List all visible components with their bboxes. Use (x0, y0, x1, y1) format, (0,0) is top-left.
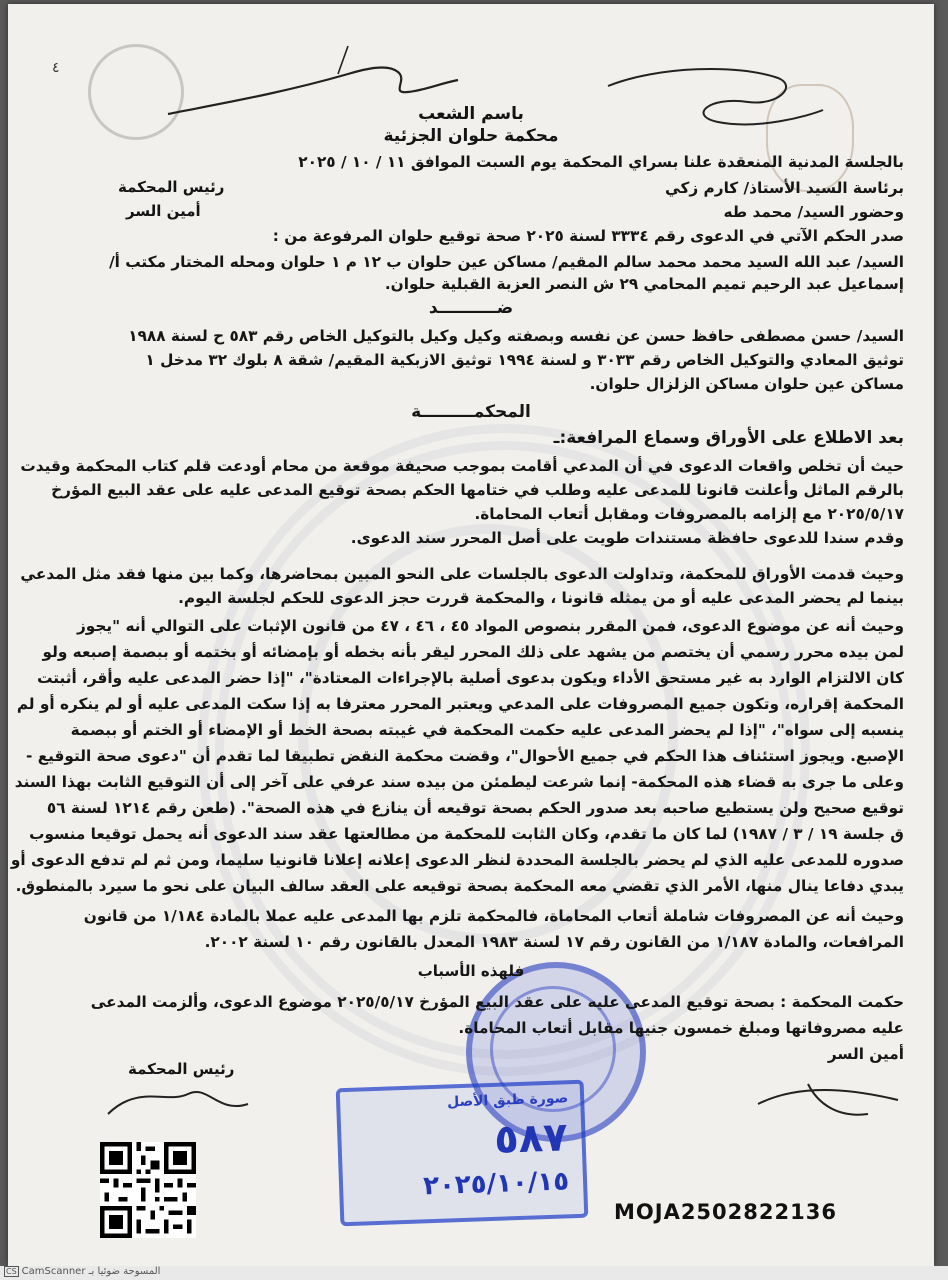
body-line-3: ٢٠٢٥/٥/١٧ مع إلزامه بالمصروفات ومقابل أتعاب المحاماة. (474, 505, 904, 523)
document-id: MOJA2502822136 (614, 1200, 837, 1224)
body-line-8: لمن بيده محرر رسمي أن يختصم من يشهد على ذلك المحرر ليقر بأنه بخطه أو بإمضائه أو بختمه أو ببصمة إصبعه ولو (42, 643, 904, 661)
body-line-16: صدوره للمدعى عليه الذي لم يحضر بالجلسة المحددة لنظر الدعوى إعلانه إعلانا قانونيا سليما، ومن ثم لم تدفع الدعوى أو (10, 851, 904, 869)
attendance-line: وحضور السيد/ محمد طه (723, 203, 904, 221)
body-line-5: وحيث قدمت الأوراق للمحكمة، وتداولت الدعوى بالجلسات على النحو المبين بمحاضرها، وكما بين منها فقد مثل المدعي (20, 565, 904, 583)
header-people-name: باسم الشعب (418, 104, 524, 124)
body-line-18: وحيث أنه عن المصروفات شاملة أتعاب المحاماة، فالمحكمة تلزم بها المدعى عليه عملا بالمادة ١/١٨٤ من قانون (83, 907, 904, 925)
defendant-line-1: السيد/ حسن مصطفى حافظ حسن عن نفسه وبصفته وكيل وكيل بالتوكيل الخاص رقم ٥٨٣ ح لسنة ١٩٨٨ (128, 327, 904, 345)
body-line-12: الإصبع. ويجوز استئناف هذا الحكم في جميع الأحوال"، وقضت محكمة النقض تطبيقا لما تقدم أن "دعوى صحة التوقيع - (26, 747, 904, 765)
plaintiff-line-2: إسماعيل عبد الرحيم تميم المحامي ٢٩ ش النصر العزبة القبلية حلوان. (384, 275, 904, 293)
document-page (8, 4, 934, 1266)
handwritten-scribble-top-right (568, 56, 828, 136)
certified-copy-stamp (336, 1080, 589, 1227)
page-number: ٤ (52, 60, 60, 76)
camscanner-logo-icon: CS (6, 1267, 17, 1276)
secretary-signature-label: أمين السر (827, 1045, 904, 1063)
presided-role: رئيس المحكمة (118, 178, 225, 196)
body-line-10: المحكمة إقراره، وتكون جميع المصروفات على المدعي ويعتبر المحرر معترفا به إذا سكت المدعى عليه أو لم ينكره أو لم (16, 695, 904, 713)
stamp-label: صورة طبق الأصل (446, 1090, 569, 1111)
presided-line: برئاسة السيد الأستاذ/ كارم زكي (665, 179, 904, 197)
defendant-line-3: مساكن عين حلوان مساكن الزلزال حلوان. (589, 375, 904, 393)
defendant-line-2: توثيق المعادي والتوكيل الخاص رقم ٣٠٣٣ و لسنة ١٩٩٤ توثيق الازبكية المقيم/ شقة ٨ بلوك ٣٢ مدخل ١ (145, 351, 904, 369)
session-line: بالجلسة المدنية المنعقدة علنا بسراي المحكمة يوم السبت الموافق ١١ / ١٠ / ٢٠٢٥ (298, 153, 904, 171)
body-line-4: وقدم سندا للدعوى حافظة مستندات طويت على أصل المحرر سند الدعوى. (350, 529, 904, 547)
secretary-signature (748, 1074, 908, 1134)
camscanner-badge (4, 1266, 160, 1277)
plaintiff-line-1: السيد/ عبد الله السيد محمد محمد سالم المقيم/ مساكن عين حلوان ب ١٢ م ١ حلوان ومحله المختار مكتب أ/ (109, 253, 904, 271)
body-line-17: يبدي دفاعا ينال منها، الأمر الذي تقضي معه المحكمة بصحة توقيعه على العقد سالف البيان على نحو ما سيرد بالمنطوق. (15, 877, 904, 895)
camscanner-label: CamScanner (21, 1266, 86, 1277)
body-line-15: ق جلسة ١٩ / ٣ / ١٩٨٧) لما كان ما تقدم، وكان الثابت للمحكمة من مطالعتها عقد سند الدعوى أنه يحمل توقيعا منسوب (29, 825, 904, 843)
president-signature-label: رئيس المحكمة (128, 1060, 235, 1078)
body-line-1: حيث أن تخلص واقعات الدعوى في أن المدعي أقامت بموجب صحيفة موقعة من محام أودعت قلم كتاب المحكمة وقيدت (20, 457, 904, 475)
body-line-11: ينسبه إلى سواه"، "إذا لم يحضر المدعى عليه حكمت المحكمة في غيبته بصحة الخط أو الإمضاء أو الختم أو ببصمة (70, 721, 904, 739)
body-line-9: كان الالتزام الوارد به غير مستحق الأداء ويكون بدعوى أصلية بالإجراءات المعتادة"، "إذا حضر المدعى عليه وأقر، أثبتت (37, 669, 904, 687)
ruling-line-2: عليه مصروفاتها ومبلغ خمسون جنيها مقابل أتعاب المحاماة. (458, 1019, 904, 1037)
header-court-name: محكمة حلوان الجزئية (383, 126, 559, 146)
body-line-7: وحيث أنه عن موضوع الدعوى، فمن المقرر بنصوص المواد ٤٥ ، ٤٦ ، ٤٧ من قانون الإثبات على التوالي أنه "يجوز (77, 617, 904, 635)
body-line-2: بالرقم الماثل وأعلنت قانونا للمدعى عليه وطلب في ختامها الحكم بصحة توقيع المدعى عليه على عقد البيع المؤرخ (51, 481, 904, 499)
attendance-role: أمين السر (126, 202, 201, 220)
court-heading: المحكمـــــــــة (411, 402, 531, 422)
body-line-13: وعلى ما جرى به قضاء هذه المحكمة- إنما شرعت ليطمئن من بيده سند عرفي على آخر إلى أن التوقيع الثابت بهذا السند (14, 773, 904, 791)
scanner-footer (0, 1266, 948, 1280)
versus-heading: ضــــــــــد (428, 298, 514, 318)
review-line: بعد الاطلاع على الأوراق وسماع المرافعة:ـ (553, 428, 904, 448)
camscanner-note: المسوحة ضوئيا بـ (88, 1266, 161, 1277)
reasons-heading: فلهذه الأسباب (417, 962, 525, 980)
body-line-14: توقيع صحيح ولن يستطيع صاحبه بعد صدور الحكم بصحة توقيعه أن ينازع في هذه الصحة". (طعن رقم ١٢١٤ لسنة ٥٦ (46, 799, 904, 817)
body-line-19: المرافعات، والمادة ١/١٨٧ من القانون رقم ١٧ لسنة ١٩٨٣ المعدل بالقانون رقم ١٠ لسنة ٢٠٠٢. (204, 933, 904, 951)
stamp-number: ٥٨٧ (493, 1114, 569, 1163)
stamp-date: ٢٠٢٥/١٠/١٥ (422, 1166, 570, 1202)
ruling-line-1: حكمت المحكمة : بصحة توقيع المدعى عليه على عقد البيع المؤرخ ٢٠٢٥/٥/١٧ موضوع الدعوى، وألزمت المدعى (90, 993, 904, 1011)
body-line-6: بينما لم يحضر المدعى عليه أو من يمثله قانونا ، والمحكمة قررت حجز الدعوى للحكم لجلسة اليوم. (178, 589, 904, 607)
qr-code (100, 1142, 196, 1238)
president-signature (98, 1064, 258, 1134)
judgment-intro: صدر الحكم الآتي في الدعوى رقم ٣٣٣٤ لسنة ٢٠٢٥ صحة توقيع حلوان المرفوعة من : (272, 227, 904, 245)
